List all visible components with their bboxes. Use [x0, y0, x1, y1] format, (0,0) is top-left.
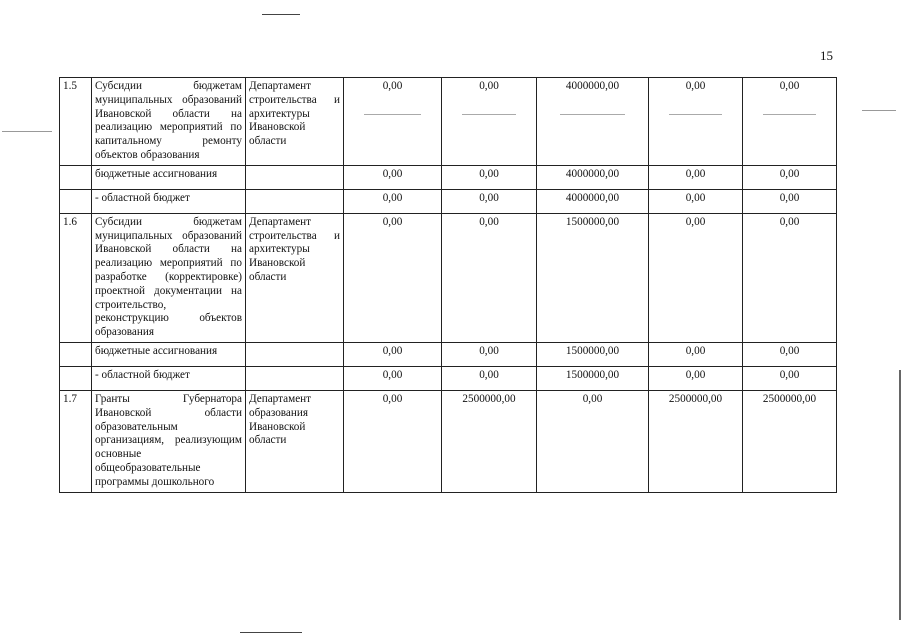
subrow-value: 0,00: [344, 165, 442, 189]
subrow-value: 0,00: [649, 189, 743, 213]
subrow-value: 4000000,00: [537, 189, 649, 213]
row-value: 0,00: [649, 78, 743, 166]
table-subrow: [60, 189, 837, 213]
budget-table: [59, 77, 837, 493]
subrow-value: 1500000,00: [537, 366, 649, 390]
subrow-value: 0,00: [649, 342, 743, 366]
subrow-value: 0,00: [649, 366, 743, 390]
subrow-value: 0,00: [649, 165, 743, 189]
subrow-value: 1500000,00: [537, 342, 649, 366]
row-executor: Департамент образования Ивановской области: [246, 390, 344, 492]
row-value: 0,00: [344, 78, 442, 166]
row-value: 0,00: [442, 78, 537, 166]
scan-artifact-top: [262, 14, 300, 15]
subrow-value: 0,00: [442, 189, 537, 213]
subrow-value: 0,00: [344, 342, 442, 366]
subrow-label: - областной бюджет: [92, 189, 246, 213]
subrow-value: 0,00: [344, 366, 442, 390]
table-row: [60, 390, 837, 492]
row-description: Субсидии бюджетам муниципальных образований Ивановской области на реализацию мероприятий по капитальному ремонту объектов образования: [92, 78, 246, 166]
scan-artifact-bottom: [240, 632, 302, 633]
scan-edge-line: [899, 370, 901, 620]
subrow-label: бюджетные ассигнования: [92, 342, 246, 366]
row-value: 0,00: [649, 213, 743, 342]
table-subrow: [60, 366, 837, 390]
row-code: 1.7: [60, 390, 92, 492]
row-value: 0,00: [743, 78, 837, 166]
row-executor: Департамент строительства и архитектуры Ивановской области: [246, 78, 344, 166]
row-code: 1.6: [60, 213, 92, 342]
subrow-value: 0,00: [743, 165, 837, 189]
subrow-label: - областной бюджет: [92, 366, 246, 390]
subrow-value: 0,00: [743, 342, 837, 366]
row-value: 2500000,00: [649, 390, 743, 492]
subrow-value: 0,00: [442, 366, 537, 390]
subrow-label: бюджетные ассигнования: [92, 165, 246, 189]
row-value: 1500000,00: [537, 213, 649, 342]
row-value: 2500000,00: [743, 390, 837, 492]
subrow-value: 4000000,00: [537, 165, 649, 189]
subrow-value: 0,00: [442, 165, 537, 189]
row-value: 4000000,00: [537, 78, 649, 166]
row-code: 1.5: [60, 78, 92, 166]
scan-artifact-left: [2, 131, 52, 132]
subrow-value: 0,00: [743, 366, 837, 390]
row-value: 0,00: [442, 213, 537, 342]
subrow-value: 0,00: [743, 189, 837, 213]
row-executor: Департамент строительства и архитектуры Ивановской области: [246, 213, 344, 342]
row-value: 0,00: [344, 390, 442, 492]
subrow-value: 0,00: [442, 342, 537, 366]
table-subrow: [60, 165, 837, 189]
subrow-value: 0,00: [344, 189, 442, 213]
row-value: 0,00: [344, 213, 442, 342]
page-number: 15: [820, 48, 833, 63]
table-subrow: [60, 342, 837, 366]
row-description: Субсидии бюджетам муниципальных образований Ивановской области на реализацию мероприятий по разработке (корректировке) проектной документации на строительство, реконструкцию объектов образования: [92, 213, 246, 342]
table-row: [60, 78, 837, 166]
table-row: [60, 213, 837, 342]
row-description: Гранты Губернатора Ивановской области образовательным организациям, реализующим основные общеобразовательные программы дошкольного: [92, 390, 246, 492]
row-value: 0,00: [743, 213, 837, 342]
row-value: 0,00: [537, 390, 649, 492]
row-value: 2500000,00: [442, 390, 537, 492]
scan-artifact-right: [862, 110, 896, 111]
